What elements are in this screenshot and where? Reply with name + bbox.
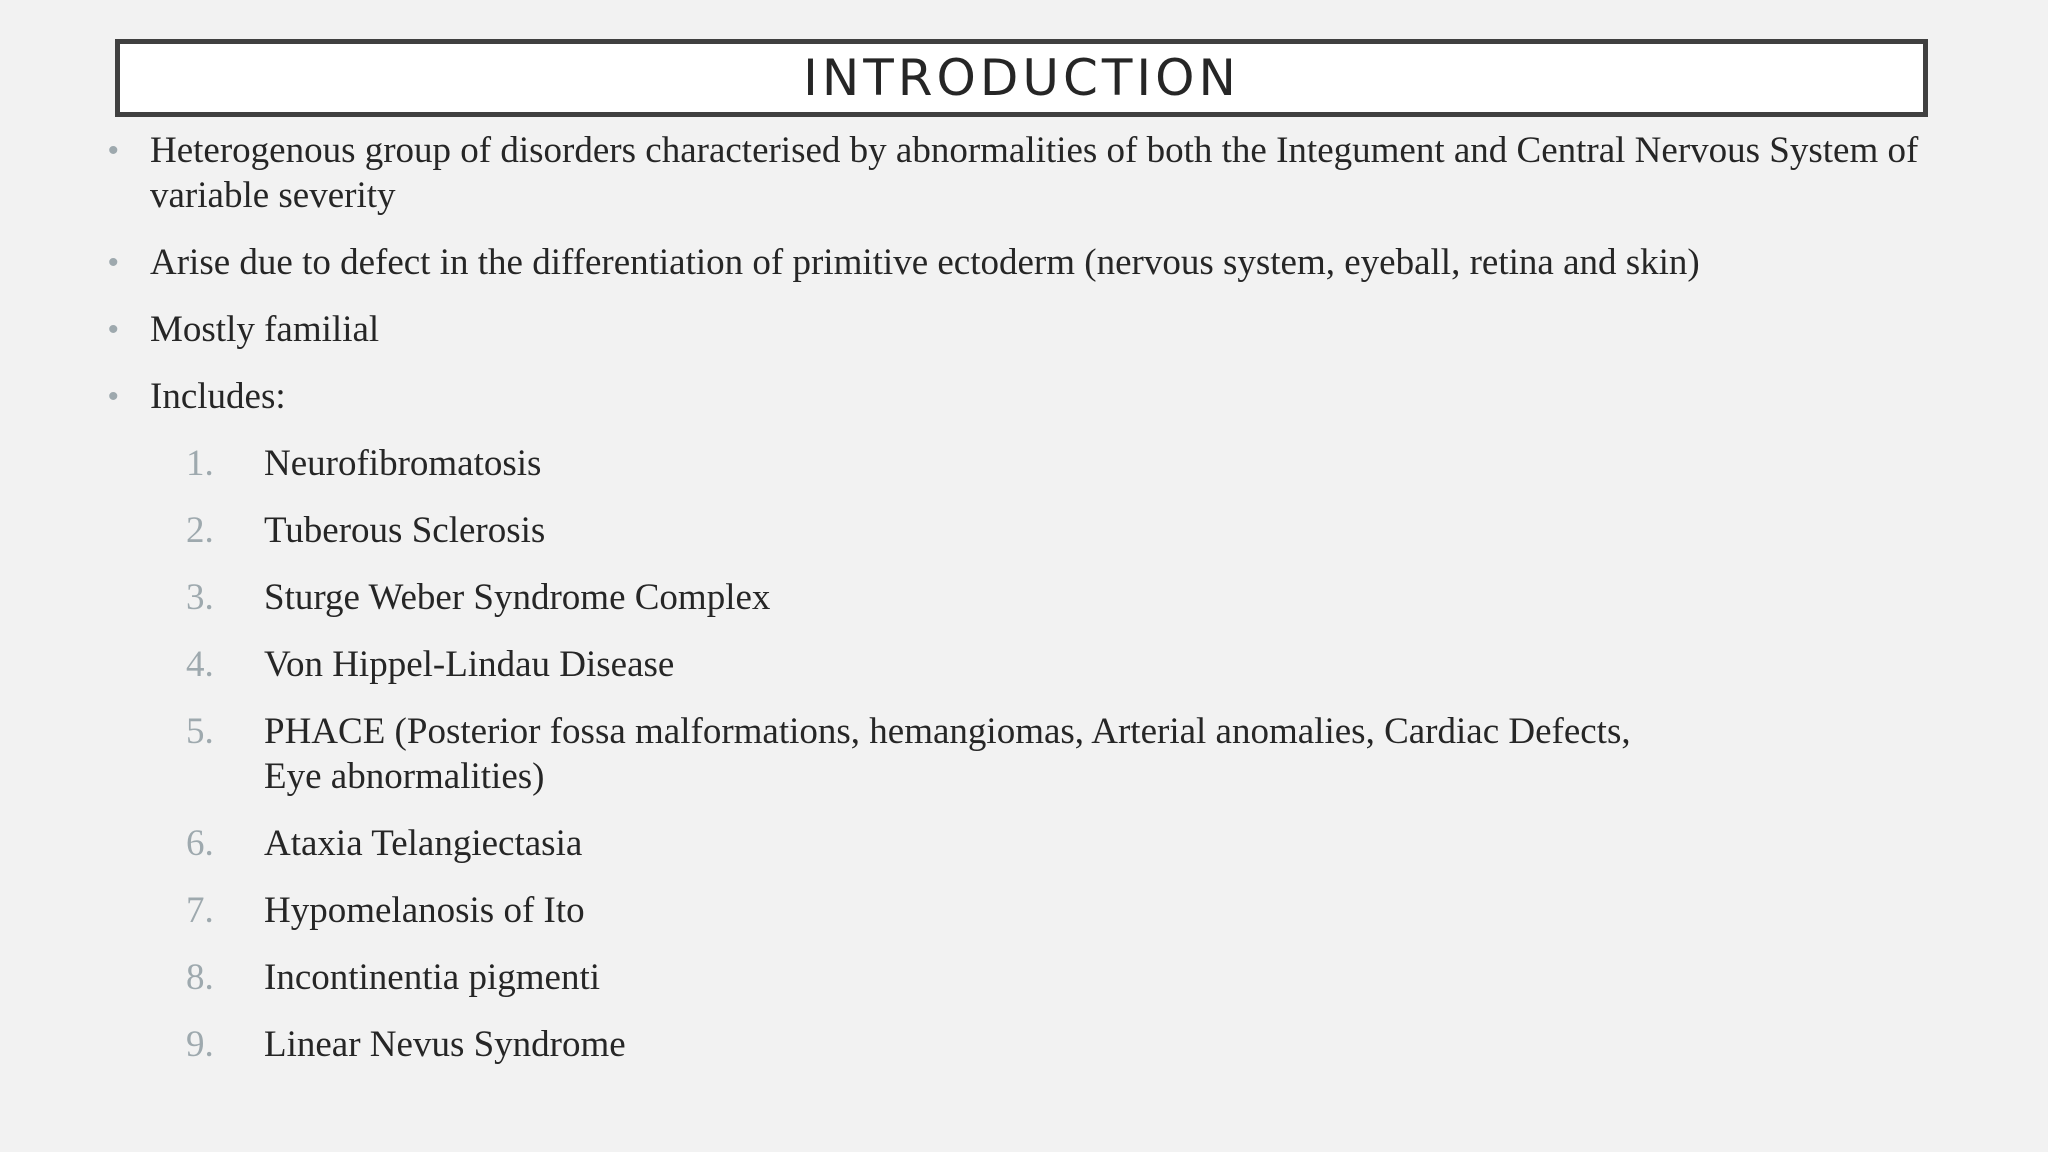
slide-content	[108, 128, 1928, 1089]
bullet-item	[108, 128, 1928, 218]
numbered-item	[108, 888, 1928, 933]
item-text: Sturge Weber Syndrome Complex	[264, 577, 771, 618]
item-number: 4.	[186, 644, 214, 685]
bullet-dot-icon: •	[108, 246, 119, 279]
numbered-item	[108, 1022, 1928, 1067]
item-text: Von Hippel-Lindau Disease	[264, 644, 675, 685]
numbered-item	[108, 508, 1928, 553]
item-text: Hypomelanosis of Ito	[264, 890, 585, 931]
title-box	[115, 39, 1928, 117]
numbered-list	[108, 441, 1928, 1067]
bullet-item	[108, 307, 1928, 352]
bullet-dot-icon: •	[108, 134, 119, 167]
bullet-dot-icon: •	[108, 313, 119, 346]
item-number: 3.	[186, 577, 214, 618]
bullet-dot-icon: •	[108, 380, 119, 413]
item-text: PHACE (Posterior fossa malformations, hemangiomas, Arterial anomalies, Cardiac Defects, Eye abnormalities)	[264, 711, 1631, 797]
bullet-text: Arise due to defect in the differentiation of primitive ectoderm (nervous system, eyeball, retina and skin)	[150, 242, 1700, 283]
item-number: 9.	[186, 1024, 214, 1065]
item-number: 5.	[186, 711, 214, 752]
slide-title: INTRODUCTION	[803, 49, 1240, 107]
numbered-item	[108, 955, 1928, 1000]
bullet-list	[108, 128, 1928, 419]
bullet-item	[108, 374, 1928, 419]
item-text: Tuberous Sclerosis	[264, 510, 546, 551]
numbered-item	[108, 441, 1928, 486]
item-number: 2.	[186, 510, 214, 551]
item-text: Neurofibromatosis	[264, 443, 542, 484]
item-text: Incontinentia pigmenti	[264, 957, 600, 998]
item-number: 1.	[186, 443, 214, 484]
item-text: Linear Nevus Syndrome	[264, 1024, 626, 1065]
numbered-item	[108, 575, 1928, 620]
item-text: Ataxia Telangiectasia	[264, 823, 583, 864]
bullet-text: Heterogenous group of disorders characterised by abnormalities of both the Integument and Central Nervous System of variable severity	[150, 130, 1919, 216]
numbered-item	[108, 709, 1928, 799]
bullet-text: Mostly familial	[150, 309, 380, 350]
item-number: 8.	[186, 957, 214, 998]
numbered-item	[108, 821, 1928, 866]
bullet-text: Includes:	[150, 376, 286, 417]
item-number: 7.	[186, 890, 214, 931]
bullet-item	[108, 240, 1928, 285]
item-number: 6.	[186, 823, 214, 864]
numbered-item	[108, 642, 1928, 687]
